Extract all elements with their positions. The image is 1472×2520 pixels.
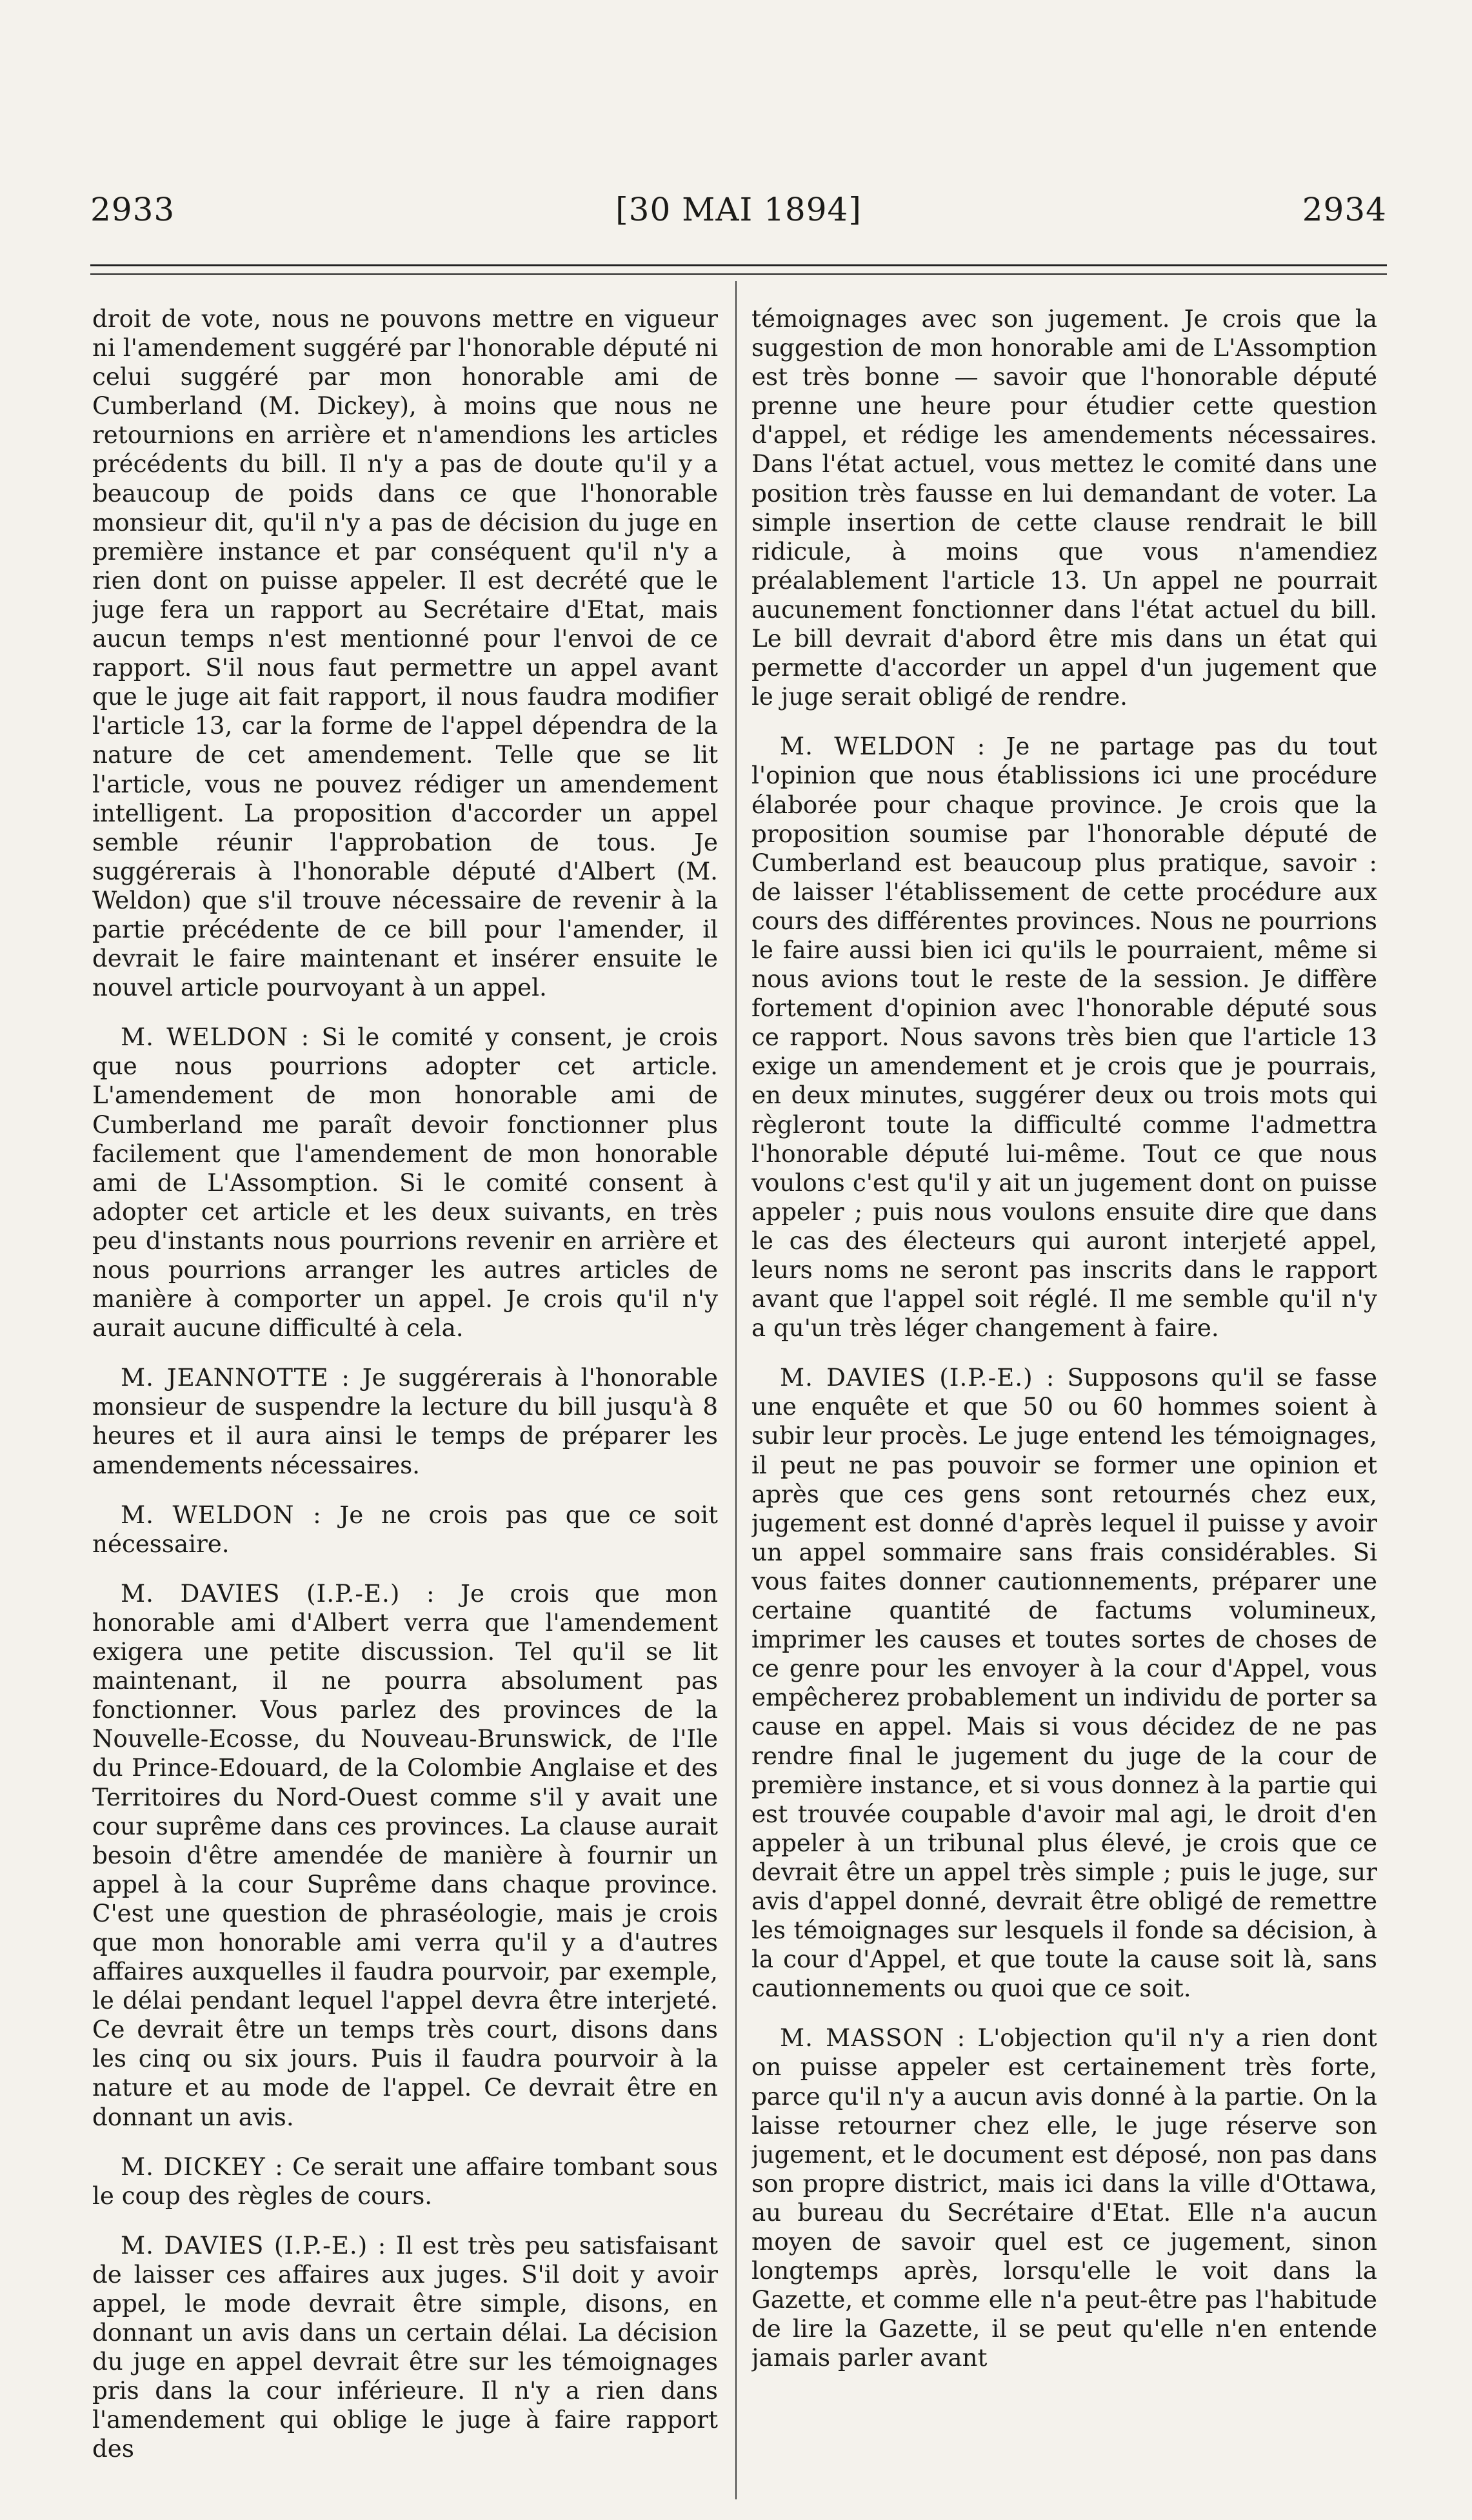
paragraph-text: Supposons qu'il se fasse une enquête et que 50 ou 60 hommes soient à subir leur procès. Le juge entend les témoignages, il peut ne pas pouvoir se former une opinion et après que ces gens sont retournés chez eux, jugement est donné d'après lequel il puisse y avoir un appel sommaire sans frais considérables. Si vous faites donner cautionnements, préparer une certaine quantité de factums volumineux, imprimer les causes et toutes sortes de choses de ce genre pour les envoyer à la cour d'Appel, vous empêcherez probablement un individu de porter sa cause en appel. Mais si vous décidez de ne pas rendre final le jugement du juge de la cour de première instance, et si vous donnez à la partie qui est trouvée coupable d'avoir mal agi, le droit d'en appeler à un tribunal plus élevé, je crois que ce devrait être un appel très simple ; puis le juge, sur avis d'appel donné, devrait être obligé de remettre les témoignages sur lesquels il fonde sa décision, à la cour d'Appel, et que toute la cause soit là, sans cautionnements ou quoi que ce soit. [751, 1363, 1377, 2003]
speaker-name: M. DAVIES (I.P.-E.) : [780, 1363, 1055, 1392]
paragraph [92, 2231, 718, 2464]
paragraph [751, 732, 1377, 1343]
page-header [90, 191, 1387, 242]
page-date: [30 MAI 1894] [615, 191, 862, 228]
paragraph-text: Je ne partage pas du tout l'opinion que nous établissions ici une procédure élaborée pour chaque province. Je crois que la proposition soumise par l'honorable député de Cumberland est beaucoup plus pratique, savoir : de laisser l'établissement de cette procédure aux cours des différentes provinces. Nous ne pourrions le faire aussi bien ici qu'ils le pourraient, même si nous avions tout le reste de la session. Je diffère fortement d'opinion avec l'honorable député sous ce rapport. Nous savons très bien que l'article 13 exige un amendement et je crois que je pourrais, en deux minutes, suggérer deux ou trois mots qui règleront toute la difficulté comme l'admettra l'honorable député lui-même. Tout ce que nous voulons c'est qu'il y ait un jugement dont on puisse appeler ; puis nous voulons ensuite dire que dans le cas des électeurs qui auront interjeté appel, leurs noms ne seront pas inscrits dans le rapport avant que l'appel soit réglé. Il me semble qu'il n'y a qu'un très léger changement à faire. [751, 732, 1377, 1343]
paragraph-text: témoignages avec son jugement. Je crois que la suggestion de mon honorable ami de L'Assomption est très bonne — savoir que l'honorable député prenne une heure pour étudier cette question d'appel, et rédige les amendements nécessaires. Dans l'état actuel, vous mettez le comité dans une position très fausse en lui demandant de voter. La simple insertion de cette clause rendrait le bill ridicule, à moins que vous n'amendiez préalablement l'article 13. Un appel ne pourrait aucunement fonctionner dans l'état actuel du bill. Le bill devrait d'abord être mis dans un état qui permette d'accorder un appel d'un jugement que le juge serait obligé de rendre. [751, 304, 1377, 711]
speaker-name: M. MASSON : [780, 2023, 966, 2052]
paragraph [751, 1363, 1377, 2003]
paragraph-text: Ce serait une affaire tombant sous le coup des règles de cours. [92, 2152, 718, 2210]
paragraph [751, 2023, 1377, 2372]
paragraph-text: droit de vote, nous ne pouvons mettre en vigueur ni l'amendement suggéré par l'honorable député ni celui suggéré par mon honorable ami de Cumberland (M. Dickey), à moins que nous ne retournions en arrière et n'amendions les articles précédents du bill. Il n'y a pas de doute qu'il y a beaucoup de poids dans ce que l'honorable monsieur dit, qu'il n'y a pas de décision du juge en première instance et par conséquent qu'il n'y a rien dont on puisse appeler. Il est decrété que le juge fera un rapport au Secrétaire d'Etat, mais aucun temps n'est mentionné pour l'envoi de ce rapport. S'il nous faut permettre un appel avant que le juge ait fait rapport, il nous faudra modifier l'article 13, car la forme de l'appel dépendra de la nature de cet amendement. Telle que se lit l'article, vous ne pouvez rédiger un amendement intelligent. La proposition d'accorder un appel semble réunir l'approbation de tous. Je suggérerais à l'honorable député d'Albert (M. Weldon) que s'il trouve nécessaire de revenir à la partie précédente de ce bill pour l'amender, il devrait le faire maintenant et insérer ensuite le nouvel article pourvoyant à un appel. [92, 304, 718, 1002]
paragraph [92, 1363, 718, 1479]
paragraph-text: Je suggérerais à l'honorable monsieur de suspendre la lecture du bill jusqu'à 8 heures et il aura ainsi le temps de préparer les amendements nécessaires. [92, 1363, 718, 1479]
paragraph [92, 1579, 718, 2132]
paragraph [92, 1501, 718, 1559]
header-rule-bottom [90, 273, 1387, 275]
speaker-name: M. JEANNOTTE : [121, 1363, 350, 1392]
paragraph-text: Il est très peu satisfaisant de laisser ces affaires aux juges. S'il doit y avoir appel, le mode devrait être simple, disons, en donnant un avis dans un certain délai. La décision du juge en appel devrait être sur les témoignages pris dans la cour inférieure. Il n'y a rien dans l'amendement qui oblige le juge à faire rapport des [92, 2230, 718, 2463]
speaker-name: M. DICKEY : [121, 2152, 284, 2181]
paragraph-text: Je ne crois pas que ce soit nécessaire. [92, 1500, 718, 1558]
speaker-name: M. DAVIES (I.P.-E.) : [121, 2230, 387, 2259]
header-rule-top [90, 264, 1387, 266]
paragraph [92, 1023, 718, 1343]
page-number-right: 2934 [1302, 191, 1387, 228]
paragraph-text: Si le comité y consent, je crois que nous pourrions adopter cet article. L'amendement de mon honorable ami de Cumberland me paraît devoir fonctionner plus facilement que l'amendement de mon honorable ami de L'Assomption. Si le comité consent à adopter cet article et les deux suivants, en très peu d'instants nous pourrions revenir en arrière et nous pourrions arranger les autres articles de manière à comporter un appel. Je crois qu'il n'y aurait aucune difficulté à cela. [92, 1023, 718, 1343]
speaker-name: M. WELDON : [121, 1500, 322, 1529]
paragraph [92, 2152, 718, 2210]
page-number-left: 2933 [90, 191, 175, 228]
right-column [751, 304, 1377, 2497]
speaker-name: M. DAVIES (I.P.-E.) : [121, 1579, 435, 1608]
paragraph-text: L'objection qu'il n'y a rien dont on puisse appeler est certainement très forte, parce qu'il n'y a aucun avis donné à la partie. On la laisse retourner chez elle, le juge réserve son jugement, et le document est déposé, non pas dans son propre district, mais ici dans la ville d'Ottawa, au bureau du Secrétaire d'Etat. Elle n'a aucun moyen de savoir quel est ce jugement, sinon longtemps après, lorsqu'elle le voit dans la Gazette, et comme elle n'a peut-être pas l'habitude de lire la Gazette, il se peut qu'elle n'en entende jamais parler avant [751, 2023, 1377, 2372]
speaker-name: M. WELDON : [121, 1023, 310, 1052]
column-divider [735, 281, 737, 2499]
left-column [92, 304, 718, 2497]
paragraph [751, 304, 1377, 711]
speaker-name: M. WELDON : [780, 732, 986, 761]
paragraph-text: Je crois que mon honorable ami d'Albert verra que l'amendement exigera une petite discussion. Tel qu'il se lit maintenant, il ne pourra absolument pas fonctionner. Vous parlez des provinces de la Nouvelle-Ecosse, du Nouveau-Brunswick, de l'Ile du Prince-Edouard, de la Colombie Anglaise et des Territoires du Nord-Ouest comme s'il y avait une cour suprême dans ces provinces. La clause aurait besoin d'être amendée de manière à fournir un appel à la cour Suprême dans chaque province. C'est une question de phraséologie, mais je crois que mon honorable ami verra qu'il y a d'autres affaires auxquelles il faudra pourvoir, par exemple, le délai pendant lequel l'appel devra être interjeté. Ce devrait être un temps très court, disons dans les cinq ou six jours. Puis il faudra pourvoir à la nature et au mode de l'appel. Ce devrait être en donnant un avis. [92, 1579, 718, 2131]
paragraph [92, 304, 718, 1002]
